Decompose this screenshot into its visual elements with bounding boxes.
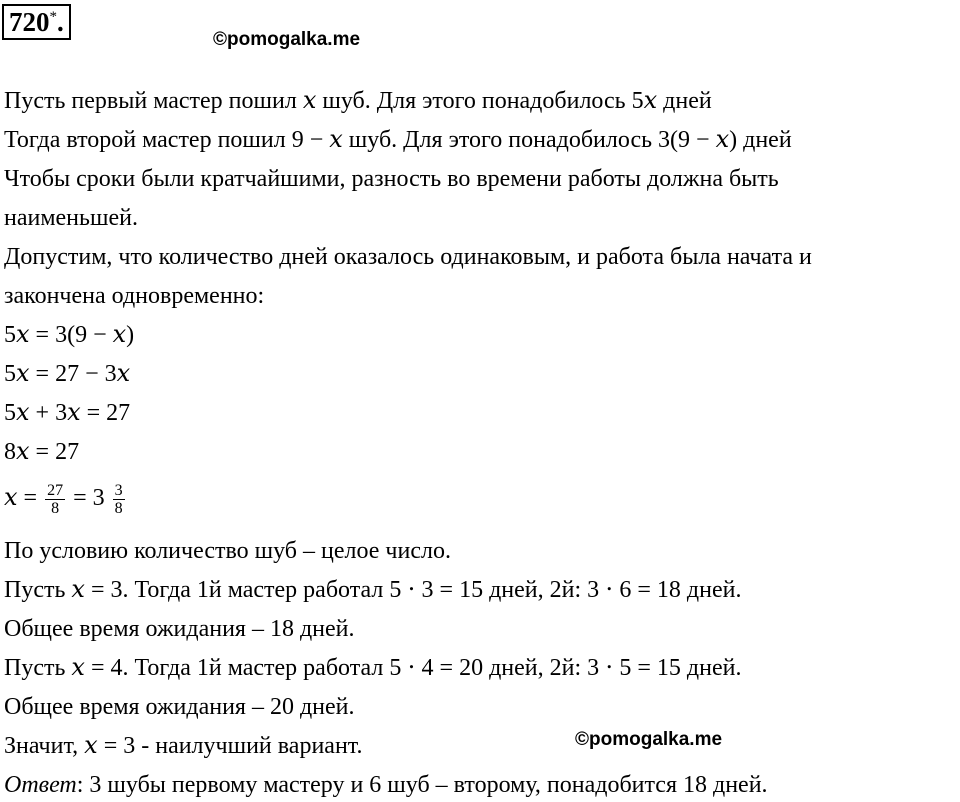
answer-line	[4, 770, 768, 800]
mixed-denominator: 8	[114, 499, 123, 517]
fraction-numerator: 27	[47, 481, 64, 499]
mixed-whole: = 3	[73, 485, 105, 511]
mixed-fraction	[113, 482, 125, 517]
text-line: Пусть 𝑥 = 3. Тогда 1й мастер работал 5 ⋅ 3 = 15 дней, 2й: 3 ⋅ 6 = 18 дней.	[4, 577, 742, 603]
answer-label: Ответ	[4, 772, 77, 798]
answer-text: : 3 шубы первому мастеру и 6 шуб – второму, понадобится 18 дней.	[76, 772, 768, 798]
text-line: Допустим, что количество дней оказалось одинаковым, и работа была начата и	[4, 244, 812, 270]
problem-number: 720	[9, 7, 50, 37]
text-line: Тогда второй мастер пошил 9 − 𝑥 шуб. Для этого понадобилось 3(9 − 𝑥) дней	[4, 127, 792, 153]
text-line: наименьшей.	[4, 205, 138, 231]
mixed-numerator: 3	[114, 481, 123, 499]
watermark-top: ©pomogalka.me	[213, 29, 361, 50]
problem-mark: *	[49, 9, 57, 25]
problem-number-box	[2, 4, 71, 40]
text-line: закончена одновременно:	[4, 283, 265, 309]
watermark-bottom: ©pomogalka.me	[575, 729, 723, 750]
equation-line: 5𝑥 + 3𝑥 = 27	[4, 400, 131, 426]
fraction-equation-line	[4, 478, 127, 518]
equation-line: 5𝑥 = 3(9 − 𝑥)	[4, 322, 135, 348]
text-line: Пусть 𝑥 = 4. Тогда 1й мастер работал 5 ⋅ 4 = 20 дней, 2й: 3 ⋅ 5 = 15 дней.	[4, 655, 742, 681]
fraction	[45, 482, 65, 517]
text-line: Пусть первый мастер пошил 𝑥 шуб. Для этого понадобилось 5𝑥 дней	[4, 88, 712, 114]
text-line: По условию количество шуб – целое число.	[4, 538, 451, 564]
equation-line: 8𝑥 = 27	[4, 439, 80, 465]
text-line: Чтобы сроки были кратчайшими, разность во времени работы должна быть	[4, 166, 779, 192]
fraction-denominator: 8	[51, 499, 60, 517]
equation-line: 5𝑥 = 27 − 3𝑥	[4, 361, 131, 387]
text-line: Общее время ожидания – 18 дней.	[4, 616, 355, 642]
fraction-lhs: 𝑥 =	[4, 485, 38, 511]
conclusion-line: Значит, 𝑥 = 3 - наилучший вариант.	[4, 733, 363, 759]
text-line: Общее время ожидания – 20 дней.	[4, 694, 355, 720]
problem-dot: .	[57, 7, 64, 37]
